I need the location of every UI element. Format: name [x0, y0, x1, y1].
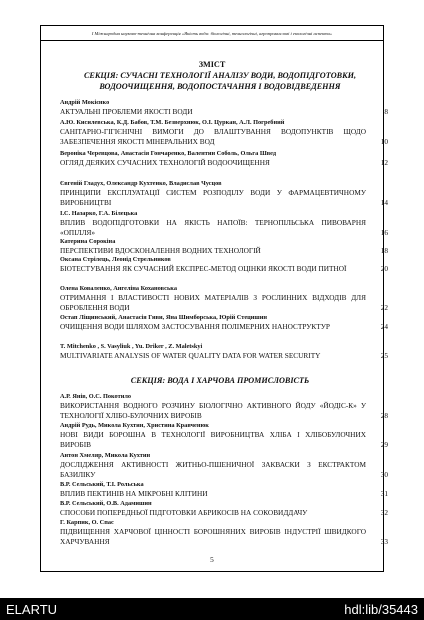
header-rule	[40, 40, 384, 41]
entry-page: 20	[380, 264, 388, 273]
entry-authors: T. Mitchenko , S. Vasyliuk , Yu. Driker , Z. Maletskyi	[60, 343, 203, 350]
entry-title: СПОСОБИ ПОПЕРЕДНЬОЇ ПІДГОТОВКИ АБРИКОСІВ НА СОКОВИДДАЧУ	[60, 508, 308, 517]
entry-title: АКТУАЛЬНІ ПРОБЛЕМИ ЯКОСТІ ВОДИ	[60, 107, 193, 116]
entry-page: 12	[380, 158, 388, 167]
section-title-line: ВОДООЧИЩЕННЯ, ВОДОПОСТАЧАННЯ І ВОДОВІДВЕДЕННЯ	[99, 82, 341, 91]
entry-title: ВПЛИВ ВОДОПІДГОТОВКИ НА ЯКІСТЬ НАПОЇВ: ТЕРНОПІЛЬСЬКА ПИВОВАРНЯ «ОПІЛЛЯ»	[60, 218, 366, 238]
entry-authors: А.Р. Янів, О.С. Покотило	[60, 393, 132, 400]
entry-authors: Олена Коваленко, Ангеліна Кохановська	[60, 285, 177, 292]
entry-authors: Вероніка Черевцова, Анастасія Гончаренко, Валентин Соболь, Ольга Швед	[60, 150, 277, 157]
entry-authors: Катерина Сорокіна	[60, 238, 116, 245]
entry-authors: Остап Ліщинський, Анастасія Гиви, Яна Шимборська, Юрій Стецишин	[60, 314, 267, 321]
toc-entry	[60, 393, 388, 422]
entry-title: ОТРИМАННЯ І ВЛАСТИВОСТІ НОВИХ МАТЕРІАЛІВ З РОСЛИННИХ ВІДХОДІВ ДЛЯ ОБРОБЛЕННЯ ВОДИ	[60, 293, 366, 313]
toc-entry	[60, 519, 388, 548]
toc-entry	[60, 500, 388, 518]
toc-entry	[60, 481, 388, 499]
entry-authors: Оксана Стрілець, Леонід Стрельников	[60, 256, 171, 263]
entry-page: 29	[380, 440, 388, 450]
entry-authors: В.Р. Сельський, Т.І. Рольська	[60, 481, 144, 488]
entry-title: ВПЛИВ ПЕКТИНІВ НА МІКРОБНІ КЛІТИНИ	[60, 489, 208, 498]
toc-entry	[60, 180, 388, 209]
toc-title: ЗМІСТ	[198, 60, 226, 69]
entry-authors: Антон Хмеляр, Микола Кухтин	[60, 452, 151, 459]
entry-authors: І.С. Назарко, Г.А. Білецька	[60, 210, 138, 217]
entry-authors: Андрій Мокієнко	[60, 99, 110, 106]
entry-page: 28	[380, 411, 388, 421]
entry-page: 33	[380, 537, 388, 547]
toc-entry	[60, 119, 388, 148]
entry-title: ВИКОРИСТАННЯ ВОДНОГО РОЗЧИНУ БІОЛОГІЧНО АКТИВНОГО ЙОДУ «ЙОДІС-К» У ТЕХНОЛОГІЇ ХЛІБО-БУЛОЧНИХ ВИРОБІВ	[60, 401, 366, 421]
entry-title: ДОСЛІДЖЕННЯ АКТИВНОСТІ ЖИТНЬО-ПШЕНИЧНОЇ ЗАКВАСКИ З ЕКСТРАКТОМ БАЗИЛІКУ	[60, 460, 366, 480]
entry-title: ПЕРСПЕКТИВИ ВДОСКОНАЛЕННЯ ВОДНИХ ТЕХНОЛОГІЙ	[60, 246, 261, 255]
toc-entry	[60, 210, 388, 239]
entry-page: 18	[380, 246, 388, 255]
entry-page: 30	[380, 470, 388, 480]
toc-entry	[60, 285, 388, 314]
toc-entry	[60, 150, 388, 168]
handle-label[interactable]: hdl:lib/35443	[344, 602, 418, 617]
entry-title: ОГЛЯД ДЕЯКИХ СУЧАСНИХ ТЕХНОЛОГІЙ ВОДООЧИЩЕННЯ	[60, 158, 270, 167]
entry-page: 24	[380, 322, 388, 331]
entry-page: 31	[380, 489, 388, 498]
entry-title: НОВІ ВИДИ БОРОШНА В ТЕХНОЛОГІЇ ВИРОБНИЦТВА ХЛІБА І ХЛІБОБУЛОЧНИХ ВИРОБІВ	[60, 430, 366, 450]
entry-authors: Андрій Рудь, Микола Кухтин, Христина Кравченюк	[60, 422, 209, 429]
entry-title: MULTIVARIATE ANALYSIS OF WATER QUALITY DATA FOR WATER SECURITY	[60, 351, 321, 360]
entry-title: ПІДВИЩЕННЯ ХАРЧОВОЇ ЦІННОСТІ БОРОШНЯНИХ ВИРОБІВ ІНДУСТРІЇ ШВИДКОГО ХАРЧУВАННЯ	[60, 527, 366, 547]
entry-authors: Г. Карпик, О. Спас	[60, 519, 114, 526]
toc-entry	[60, 452, 388, 481]
section-title	[60, 70, 380, 92]
entry-title: БІОТЕСТУВАННЯ ЯК СУЧАСНИЙ ЕКСПРЕС-МЕТОД ОЦІНКИ ЯКОСТІ ВОДИ ПИТНОЇ	[60, 264, 347, 273]
entry-authors: В.Р. Сельський, О.В. Адамишин	[60, 500, 152, 507]
entry-title: ПРИНЦИПИ ЕКСПЛУАТАЦІЇ СИСТЕМ РОЗПОДІЛУ ВОДИ У ФАРМАЦЕВТИЧНОМУ ВИРОБНИЦТВІ	[60, 188, 366, 208]
page-number: 5	[210, 555, 214, 564]
toc-entry	[60, 99, 388, 117]
entry-authors: А.Ю. Кисилевська, К.Д. Бабов, Т.М. Безверхнюк, О.І. Цуркан, А.Л. Погребний	[60, 119, 285, 126]
section-title	[60, 375, 380, 386]
toc-entry	[60, 422, 388, 451]
toc-entry	[60, 314, 388, 332]
section-title-line: СЕКЦІЯ: ВОДА І ХАРЧОВА ПРОМИСЛОВІСТЬ	[130, 376, 310, 385]
entry-page: 10	[380, 137, 388, 147]
viewer-bottom-bar	[0, 598, 424, 620]
entry-page: 8	[384, 107, 388, 116]
entry-authors: Євгеній Гладух, Олександр Кухтенко, Владислав Чусцов	[60, 180, 222, 187]
toc-entry	[60, 238, 388, 256]
running-header: I Міжнародна науково-технічна конференція «Якість води: біологічні, технологічні, агропромислові і екологічні аспекти»	[91, 31, 333, 36]
entry-page: 14	[380, 198, 388, 208]
entry-page: 32	[380, 508, 388, 517]
toc-entry	[60, 256, 388, 274]
entry-page: 16	[380, 228, 388, 238]
repository-label[interactable]: ELARTU	[6, 602, 58, 617]
entry-page: 22	[380, 303, 388, 313]
entry-title: САНІТАРНО-ГІГІЄНІЧНІ ВИМОГИ ДО ВЛАШТУВАННЯ ВОДОПУНКТІВ ЩОДО ЗАБЕЗПЕЧЕННЯ ЯКОСТІ МІНЕРАЛЬНИХ ВОД	[60, 127, 366, 147]
toc-entry	[60, 343, 388, 361]
entry-page: 25	[380, 351, 388, 360]
entry-title: ОЧИЩЕННЯ ВОДИ ШЛЯХОМ ЗАСТОСУВАННЯ ПОЛІМЕРНИХ НАНОСТРУКТУР	[60, 322, 330, 331]
section-title-line: СЕКЦІЯ: СУЧАСНІ ТЕХНОЛОГІЇ АНАЛІЗУ ВОДИ, ВОДОПІДГОТОВКИ,	[83, 71, 357, 80]
